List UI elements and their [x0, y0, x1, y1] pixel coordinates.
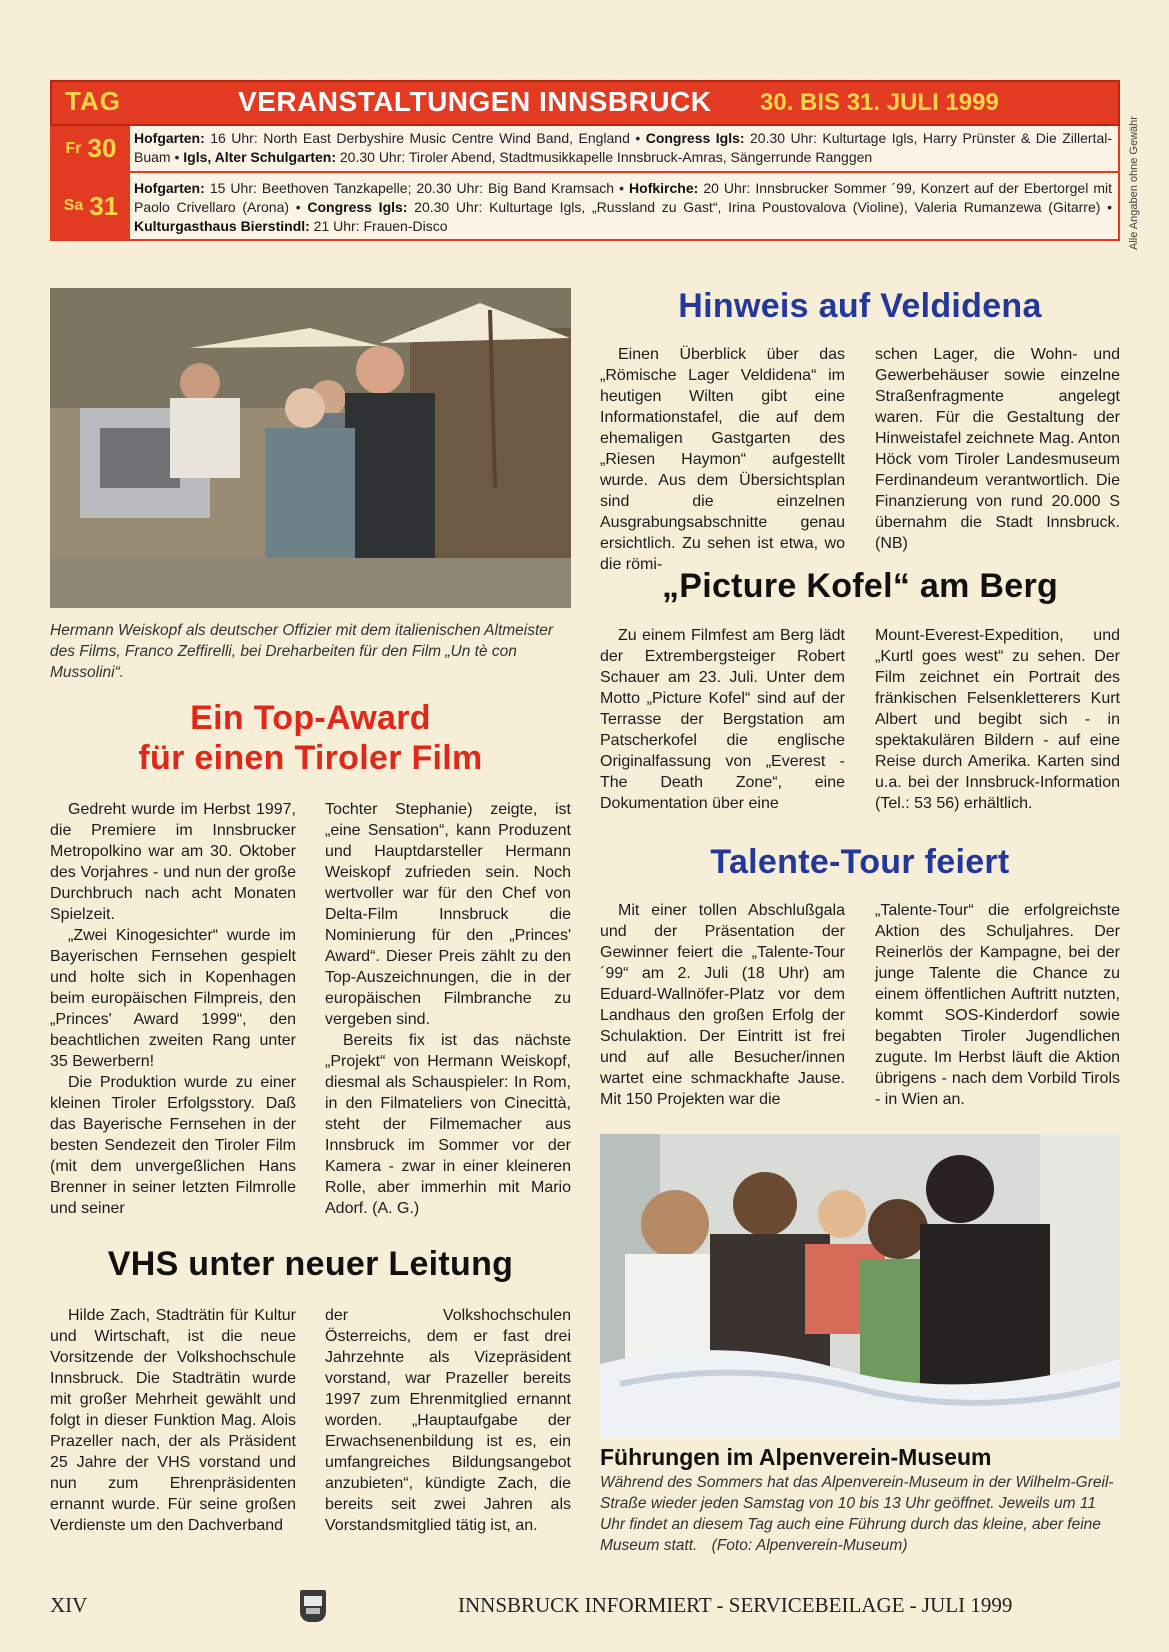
events-date-range: 30. BIS 31. JULI 1999 [760, 89, 999, 116]
events-title: VERANSTALTUNGEN INNSBRUCK [238, 86, 712, 117]
entry-text: 20 Uhr: Innsbrucker Sommer ´99, Konzert auf der Ebertorgel mit Paolo Crivellaro (Arona) [134, 180, 1113, 215]
film-set-photo-illustration [50, 288, 571, 608]
events-row-fr [50, 126, 1120, 173]
events-entries: Hofgarten: 15 Uhr: Beethoven Tanzkapelle; 20.30 Uhr: Big Band Kramsach • Hofkirche: 20 Uhr: Innsbrucker Sommer ´99, Konzert auf der Ebertorgel mit Paolo Crivellaro (Arona) • Congress Igls: 20.30 Uhr: Kulturtage Igls, „Russland zu Gast“, Irina Poustovalova (Violine), Valeria Rumanzewa (Gitarre) • Kulturgasthaus Bierstindl: 21 Uhr: Frauen-Disco [134, 180, 1113, 234]
talente-headline: Talente-Tour feiert [710, 843, 1010, 881]
venue: Hofkirche: [629, 180, 699, 196]
museum-photo [600, 1134, 1120, 1438]
venue: Congress Igls: [645, 130, 745, 146]
vhs-column-2 [325, 1305, 571, 1536]
paragraph: Bereits fix ist das nächste „Projekt“ von Hermann Weiskopf, diesmal als Schauspieler: In Rom, in den Filmateliers von Cinecittà, steht der Filmemacher aus Innsbruck im Sommer vor der Kamera - zwar in einer kleineren Rolle, aber immerhin mit Mario Adorf. (A. G.) [325, 1032, 571, 1217]
photo-credit: (Foto: Alpenverein-Museum) [711, 1537, 908, 1554]
museum-photo-title: Führungen im Alpenverein-Museum [600, 1444, 992, 1470]
entry-text: 16 Uhr: North East Derbyshire Music Centre Wind Band, England [204, 130, 636, 146]
events-header [50, 80, 1120, 126]
entry-text: 20.30 Uhr: Kulturtage Igls, Harry Prünster & Die Zillertal-Buam [134, 130, 1112, 165]
kofel-column-2 [875, 625, 1120, 814]
venue: Congress Igls: [307, 199, 408, 215]
day-number: 31 [89, 190, 119, 221]
kofel-headline: „Picture Kofel“ am Berg [661, 567, 1059, 605]
crest-shape [300, 1590, 326, 1622]
events-row-sa [50, 173, 1120, 241]
paragraph: Mount-Everest-Expedition, und „Kurtl goes west“ zu sehen. Der Film zeichnet ein Portrait des fränkischen Felsenkletterers Kurt Albert und begibt sich - in spektakulären Bildern - auf eine Reise durch Amerika. Karten sind u.a. bei der Innsbruck-Information (Tel.: 53 56) erhältlich. [875, 627, 1120, 812]
talente-column-2 [875, 900, 1120, 1110]
paragraph: Hilde Zach, Stadträtin für Kultur und Wirtschaft, ist die neue Vorsitzende der Volkshochschule Innsbruck. Die Stadträtin wurde mit großer Mehrheit gewählt und folgt in dieser Funktion Mag. Alois Prazeller nach, der als Präsident 25 Jahre der VHS vorstand und nun zum Ehrenpräsidenten ernannt wurde. Für seine großen Verdienste um den Dachverband [50, 1307, 296, 1534]
vhs-column-1 [50, 1305, 296, 1536]
paragraph: Die Produktion wurde zu einer kleinen Tiroler Erfolgsstory. Daß das Bayerische Fernsehen in der besten Sendezeit den Tiroler Film (mit dem unvergeßlichen Hans Brenner in seiner letzten Filmrolle und seiner [50, 1074, 296, 1217]
entry-text: 20.30 Uhr: Tiroler Abend, Stadtmusikkapelle Innsbruck-Amras, Sängerrunde Ranggen [336, 149, 873, 165]
page-number: XIV [50, 1593, 88, 1617]
paragraph: „Talente-Tour“ die erfolgreichste Aktion des Schuljahres. Der Reinerlös der Kampagne, bei der junge Talente die Chance zu einem öffentlichen Auftritt nutzten, kommt SOS-Kinderdorf sowie begabten Tiroler Jugendlichen zugute. Im Herbst läuft die Aktion übrigens - nach dem Vorbild Tirols - in Wien an. [875, 902, 1120, 1108]
museum-photo-illustration [600, 1134, 1120, 1438]
award-column-1 [50, 799, 296, 1219]
events-day-cell [52, 173, 130, 239]
venue: Kulturgasthaus Bierstindl: [134, 218, 310, 234]
award-headline [50, 698, 571, 778]
publication-footer: INNSBRUCK INFORMIERT - SERVICEBEILAGE - JULI 1999 [458, 1593, 1013, 1617]
museum-photo-caption [600, 1472, 1120, 1556]
paragraph: schen Lager, die Wohn- und Gewerbehäuser sowie einzelne Straßenfragmente angelegt waren. Für die Gestaltung der Hinweistafel zeichnete Mag. Anton Höck vom Tiroler Landesmuseum Ferdinandeum verantwortlich. Die Finanzierung von rund 20.000 S übernahm die Stadt Innsbruck. (NB) [875, 346, 1120, 552]
day-name: Sa [63, 197, 84, 214]
day-name: Fr [65, 139, 82, 157]
events-entries: Hofgarten: 16 Uhr: North East Derbyshire Music Centre Wind Band, England • Congress Igls: 20.30 Uhr: Kulturtage Igls, Harry Prünster & Die Zillertal-Buam • Igls, Alter Schulgarten: 20.30 Uhr: Tiroler Abend, Stadtmusikkapelle Innsbruck-Amras, Sängerrunde Ranggen [134, 130, 1112, 165]
entry-text: 21 Uhr: Frauen-Disco [309, 218, 448, 234]
award-headline-line-1: Ein Top-Award [190, 699, 431, 737]
vhs-headline: VHS unter neuer Leitung [107, 1245, 514, 1283]
award-headline-line-2: für einen Tiroler Film [138, 739, 483, 777]
day-number: 30 [87, 133, 117, 163]
paragraph: Einen Überblick über das „Römische Lager Veldidena“ im heutigen Wilten gibt eine Informationstafel, die auf dem ehemaligen Gastgarten des „Riesen Haymon“ aufgestellt wurde. Aus dem Übersichtsplan sind die einzelnen Ausgrabungsabschnitte genau ersichtlich. Zu sehen ist etwa, wo die römi- [600, 346, 845, 573]
talente-column-1 [600, 900, 845, 1110]
paragraph: Mit einer tollen Abschlußgala und der Präsentation der Gewinner feiert die „Talente-Tour ´99“ am 2. Juli (18 Uhr) am Eduard-Wallnöfer-Platz vor dem Landhaus den großen Erfolg der Schulaktion. Der Eintritt ist frei und auf alle Besucher/innen wartet eine schmackhafte Jause. Mit 150 Projekten war die [600, 902, 845, 1108]
disclaimer-note: Alle Angaben ohne Gewähr [1128, 116, 1140, 250]
innsbruck-crest-icon [300, 1590, 326, 1622]
film-set-photo-caption: Hermann Weiskopf als deutscher Offizier mit dem italienischen Altmeister des Films, Franco Zeffirelli, bei Dreharbeiten für den Film „Un tè con Mussolini“. [50, 622, 554, 681]
film-set-photo [50, 288, 571, 608]
events-tag-label: TAG [65, 86, 121, 116]
kofel-column-1 [600, 625, 845, 814]
paragraph: „Zwei Kinogesichter“ wurde im Bayerischen Fernsehen gespielt und holte sich in Kopenhagen beim europäischen Filmpreis, den „Princes' Award 1999“, den beachtlichen zweiten Rang unter 35 Bewerbern! [50, 927, 296, 1070]
venue: Hofgarten: [134, 130, 205, 146]
entry-text: 15 Uhr: Beethoven Tanzkapelle; 20.30 Uhr: Big Band Kramsach [204, 180, 620, 196]
paragraph: Tochter Stephanie) zeigte, ist „eine Sensation“, kann Produzent und Hauptdarsteller Hermann Weiskopf zufrieden sein. Noch wertvoller war für den Chef von Delta-Film Innsbruck die Nominierung für den „Princes' Award“. Dieser Preis zählt zu den Top-Auszeichnungen, die in der europäischen Filmbranche zu vergeben sind. [325, 801, 571, 1028]
veldidena-column-2 [875, 344, 1120, 554]
events-day-cell [52, 126, 130, 171]
entry-text: 20.30 Uhr: Kulturtage Igls, „Russland zu Gast“, Irina Poustovalova (Violine), Valeria Rumanzewa (Gitarre) [407, 199, 1108, 215]
paragraph: Gedreht wurde im Herbst 1997, die Premiere im Innsbrucker Metropolkino war am 30. Oktober des Vorjahres - und nun der große Durchbruch nach acht Monaten Spielzeit. [50, 801, 296, 923]
veldidena-column-1 [600, 344, 845, 575]
award-column-2 [325, 799, 571, 1219]
venue: Hofgarten: [134, 180, 205, 196]
paragraph: der Volkshochschulen Österreichs, dem er fast drei Jahrzehnte als Vizepräsident vorstand, war Prazeller bereits 1997 zum Ehrenmitglied ernannt worden. „Hauptaufgabe der Erwachsenenbildung ist es, ein umfangreiches Bildungsangebot anzubieten“, kündigte Zach, die bereits seit zwei Jahren als Vorstandsmitglied tätig ist, an. [325, 1307, 571, 1534]
paragraph: Zu einem Filmfest am Berg lädt der Extrembergsteiger Robert Schauer am 23. Juli. Unter dem Motto „Picture Kofel“ sind auf der Terrasse der Bergstation am Patscherkofel die englische Originalfassung von „Everest - The Death Zone“, eine Dokumentation über eine [600, 627, 845, 812]
museum-caption-text: Während des Sommers hat das Alpenverein-Museum in der Wilhelm-Greil-Straße wieder jeden Samstag von 10 bis 13 Uhr geöffnet. Jeweils um 11 Uhr findet an diesem Tag auch eine Führung durch das kleine, aber feine Museum statt. [600, 1474, 1114, 1554]
veldidena-headline: Hinweis auf Veldidena [678, 287, 1042, 325]
venue: Igls, Alter Schulgarten: [183, 149, 336, 165]
